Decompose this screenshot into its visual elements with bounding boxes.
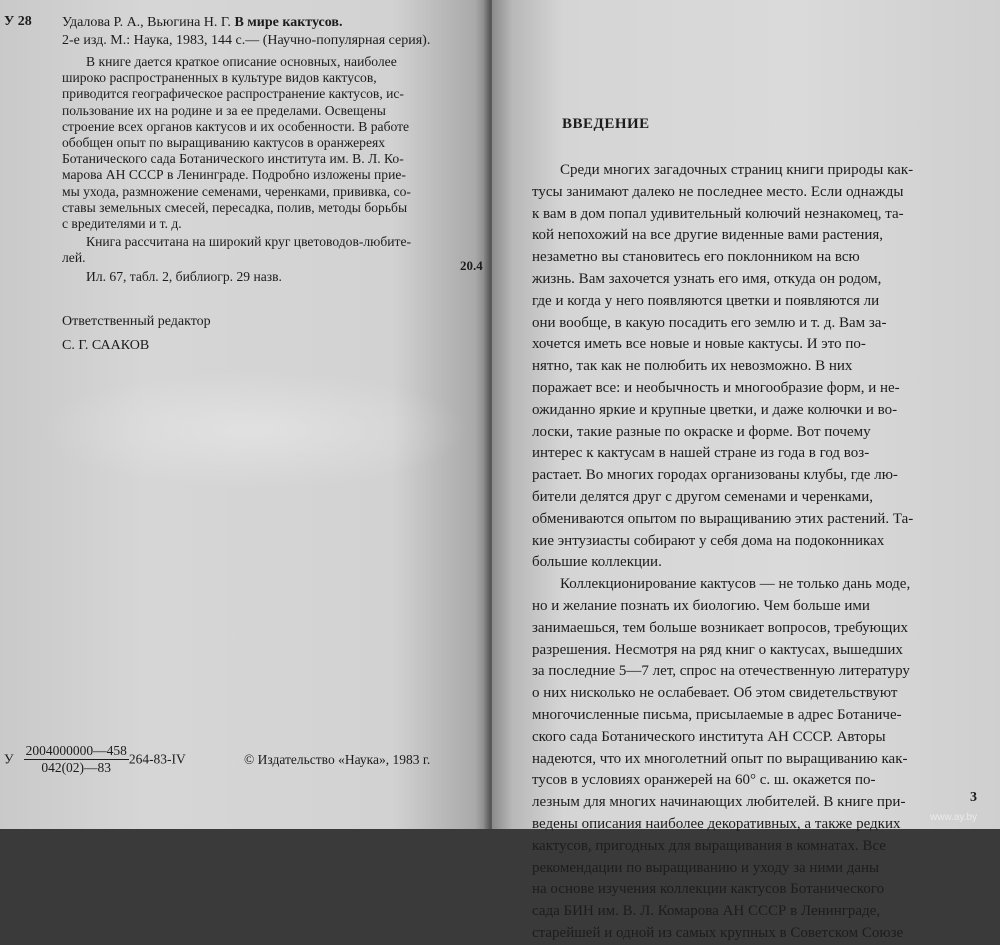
body-line: ведены описания наиболее декоративных, а также редких [532, 815, 901, 832]
body-line: где и когда у него появляются цветки и появляются ли [532, 292, 880, 309]
annotation-line: мы ухода, размножение семенами, черенками, прививка, со- [62, 183, 411, 199]
body-line: лезным для многих начинающих любителей. В книге при- [532, 794, 906, 811]
page-number: 3 [970, 790, 977, 805]
body-line: бители делятся друг с другом семенами и черенками, [532, 488, 874, 505]
audience-line: Книга рассчитана на широкий круг цветоводов-любите- [86, 234, 412, 250]
annotation-line: Ботанического сада Ботанического института им. В. Л. Ко- [62, 151, 404, 167]
body-line: кактусов, пригодных для выращивания в комнатах. Все [532, 837, 886, 854]
annotation-line: строение всех органов кактусов и их особенности. В работе [62, 118, 410, 134]
editor-name: С. Г. СААКОВ [62, 338, 150, 353]
body-line: о них нисколько не ослабевает. Об этом свидетельствуют [532, 685, 898, 702]
introduction-text [532, 160, 982, 945]
bib-title: В мире кактусов. [234, 15, 343, 30]
annotation-line: с вредителями и т. д. [62, 216, 182, 232]
bib-authors: Удалова Р. А., Вьюгина Н. Г. [62, 15, 231, 30]
index-letter: У [4, 751, 14, 767]
index-fraction [24, 743, 129, 776]
library-code: У 28 [4, 14, 32, 29]
body-line: к вам в дом попал удивительный колючий незнакомец, та- [532, 205, 904, 222]
copyright-line: © Издательство «Наука», 1983 г. [244, 752, 431, 767]
body-line: они вообще, в какую посадить его землю и т. д. Вам за- [532, 314, 887, 331]
body-line: Коллекционирование кактусов — не только дань моде, [560, 576, 911, 593]
watermark: www.ay.by [930, 812, 978, 823]
body-line: растает. Во многих городах организованы клубы, где лю- [532, 467, 898, 484]
body-line: старейшей и одной из самых крупных в Советском Союзе [532, 924, 904, 941]
body-line: поражает все: и необычность и многообразие форм, и не- [532, 379, 900, 396]
body-line: рекомендации по выращиванию и уходу за ними даны [532, 859, 880, 876]
chapter-heading: ВВЕДЕНИЕ [562, 116, 650, 132]
light-glare [40, 370, 470, 490]
annotation-line: ставы земельных смесей, пересадка, полив, методы борьбы [62, 199, 408, 215]
bib-imprint: 2-е изд. М.: Наука, 1983, 144 с.— (Научно-популярная серия). [62, 33, 431, 48]
body-line: за последние 5—7 лет, спрос на отечественную литературу [532, 663, 910, 680]
annotation-line: обобщен опыт по выращиванию кактусов в оранжереях [62, 135, 386, 151]
body-line: сада БИН им. В. Л. Комарова АН СССР в Ленинграде, [532, 903, 881, 920]
responsible-editor [62, 310, 211, 358]
audience-line: лей. [62, 250, 86, 266]
body-line: но и желание познать их биологию. Чем больше ими [532, 597, 870, 614]
annotation [62, 54, 478, 285]
annotation-line: широко распространенных в культуре видов кактусов, [62, 70, 377, 86]
annotation-line: В книге дается краткое описание основных, наиболее [86, 54, 397, 69]
left-page [0, 0, 490, 829]
bibliographic-record [62, 14, 430, 50]
body-line: ского сада Ботанического института АН СССР. Авторы [532, 728, 886, 745]
body-line: тусов в условиях оранжерей на 60° с. ш. окажется по- [532, 772, 876, 789]
body-line: занимаешься, тем больше возникает вопросов, требующих [532, 619, 908, 636]
body-line: обмениваются опытом по выращиванию этих растений. Та- [532, 510, 914, 527]
bib-first-line [62, 14, 430, 32]
body-line: ожиданно яркие и крупные цветки, и даже колючки и во- [532, 401, 898, 418]
classification-code: 20.4 [460, 258, 483, 273]
annotation-line: пользование их на родине и за ее пределами. Освещены [62, 102, 386, 118]
body-line: большие коллекции. [532, 554, 662, 571]
index-formula [4, 743, 186, 776]
illustrations-note: Ил. 67, табл. 2, библиогр. 29 назв. [86, 268, 282, 284]
body-line: интерес к кактусам в нашей стране из года в год воз- [532, 445, 870, 462]
body-line: кие энтузиасты собирают у себя дома на подоконниках [532, 532, 885, 549]
index-suffix: 264-83-IV [128, 751, 186, 767]
editor-label: Ответственный редактор [62, 314, 211, 329]
body-line: Среди многих загадочных страниц книги природы как- [560, 162, 914, 178]
annotation-line: приводится географическое распространение кактусов, ис- [62, 86, 404, 102]
index-denominator: 042(02)—83 [41, 760, 112, 775]
body-line: хочется иметь все новые и новые кактусы. И это по- [532, 336, 866, 353]
body-line: тусы занимают далеко не последнее место. Если однажды [532, 183, 904, 200]
index-numerator: 2004000000—458 [25, 743, 127, 758]
body-line: лоски, такие разные по окраске и форме. Вот почему [532, 423, 871, 440]
body-line: на основе изучения коллекции кактусов Ботанического [532, 881, 885, 898]
body-line: многочисленные письма, присылаемые в адрес Ботаниче- [532, 706, 902, 723]
body-line: жизнь. Вам захочется узнать его имя, откуда он родом, [532, 270, 882, 287]
body-line: надеются, что их многолетний опыт по выращиванию как- [532, 750, 908, 767]
body-line: разрешения. Несмотря на ряд книг о кактусах, вышедших [532, 641, 903, 658]
body-line: незаметно вы становитесь его поклонником на всю [532, 249, 860, 266]
body-line: кой непохожий на все другие виденные вами растения, [532, 227, 884, 244]
body-line: нятно, так как не полюбить их невозможно. В них [532, 358, 853, 375]
annotation-line: марова АН СССР в Ленинграде. Подробно изложены прие- [62, 167, 406, 183]
